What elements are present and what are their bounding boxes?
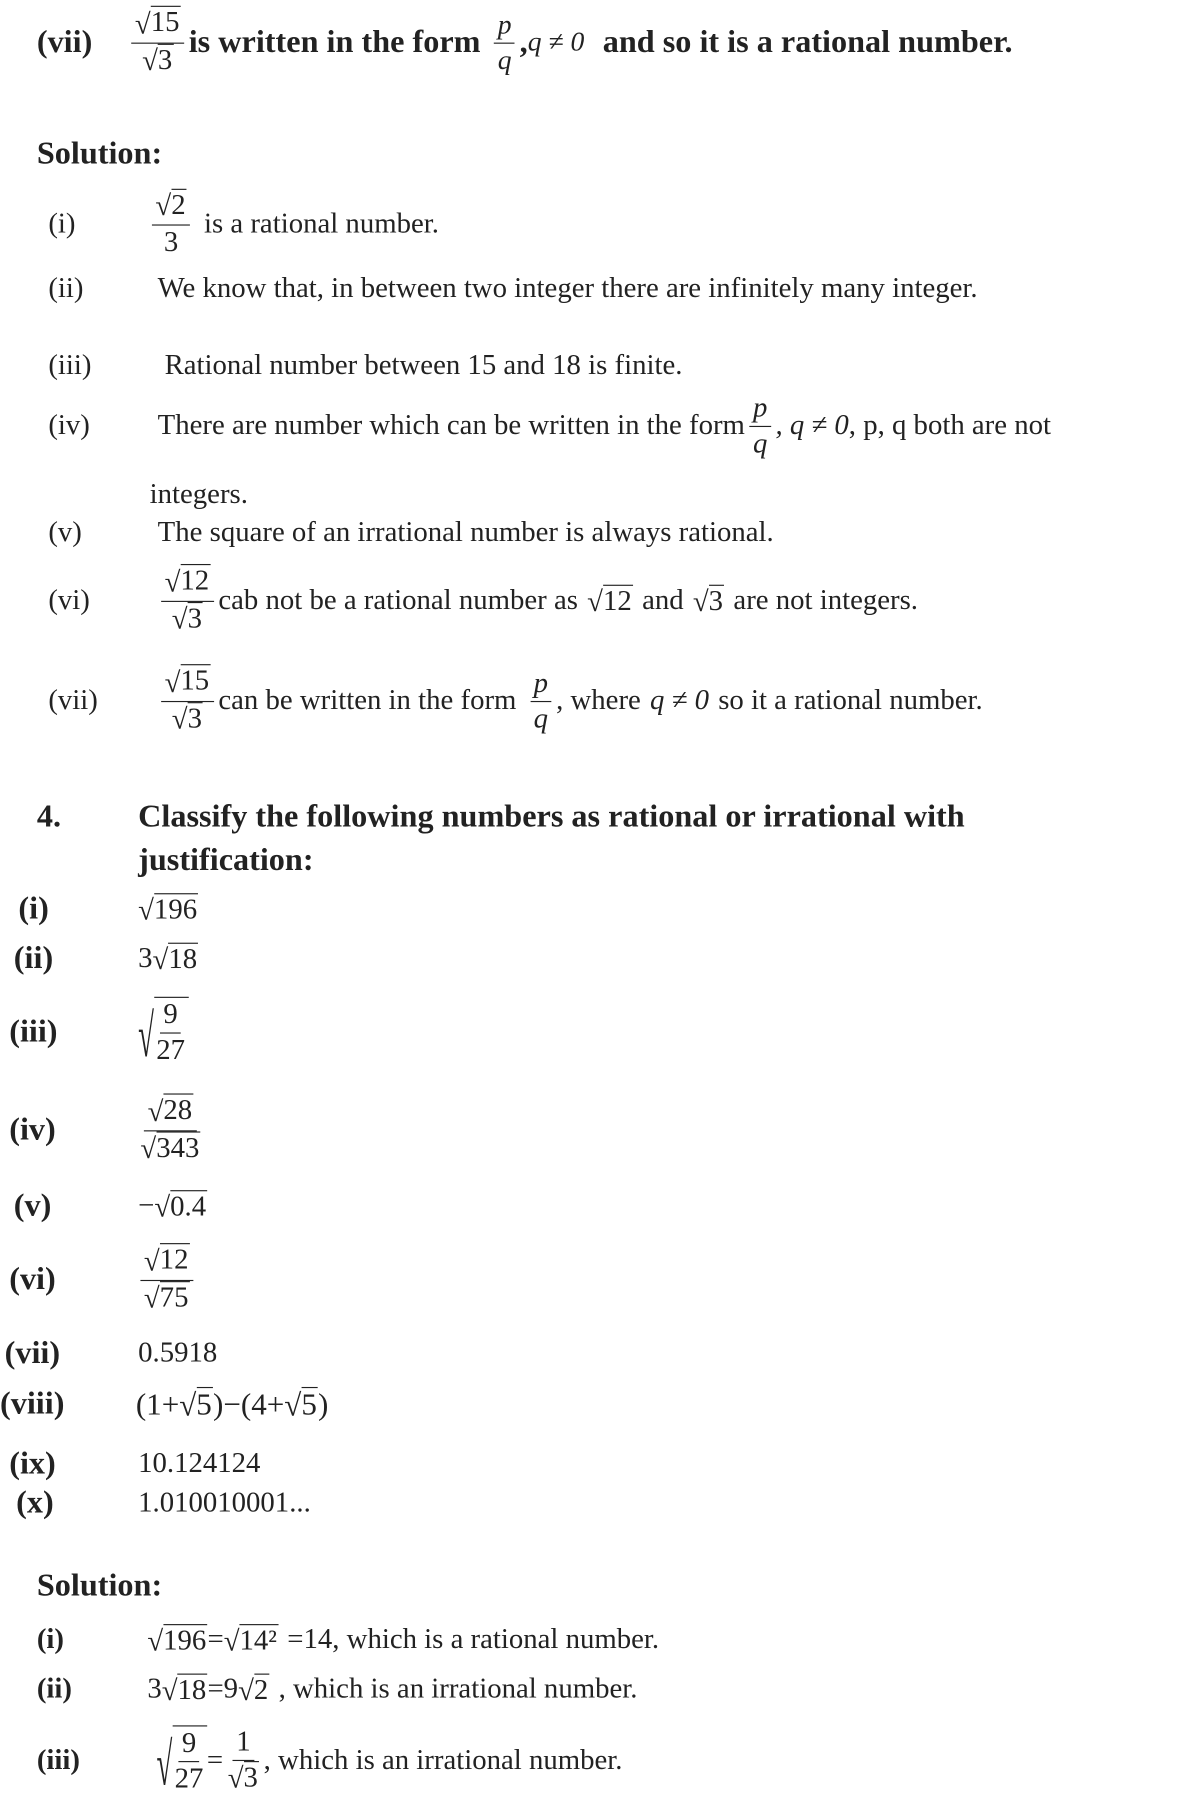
solution-vi	[157, 565, 918, 634]
fraction: √ 15 √ 3	[161, 664, 214, 738]
radicand: √ 3	[157, 44, 173, 76]
q4-item-i: √ 196	[138, 889, 198, 930]
solution-v: The square of an irrational number is always rational.	[157, 516, 774, 548]
item-label: (iii)	[36, 1744, 80, 1776]
solution-heading: Solution:	[36, 135, 163, 172]
text: cab not be a rational number as	[218, 584, 578, 616]
text: , p, q both are not	[848, 409, 1052, 441]
item-label: (i)	[48, 208, 76, 240]
item-label: (viii)	[0, 1385, 65, 1422]
fraction	[131, 6, 184, 80]
condition: , q ≠ 0	[775, 409, 849, 441]
item-label: (vii)	[48, 684, 98, 716]
item-label: (iv)	[9, 1111, 56, 1148]
item-label: (vii)	[36, 24, 93, 60]
text: and	[642, 584, 684, 616]
text: and so it is a rational number.	[602, 24, 1013, 60]
text: are not integers.	[733, 584, 918, 616]
item-label: (v)	[13, 1187, 52, 1224]
q4-item-vi: √ 12 √ 75	[136, 1259, 198, 1300]
radicand: √ 15	[150, 6, 180, 38]
text: can be written in the form	[218, 684, 517, 716]
fraction: √ $\frac{2}{3}$	[152, 188, 190, 260]
question-vii	[36, 6, 1013, 76]
q4-item-vii: 0.5918	[138, 1337, 218, 1369]
question-text-continued: justification:	[138, 842, 314, 879]
q4-item-ii: 3 √ 18	[138, 938, 198, 979]
q4-item-viii: (1+ √ 5 )−(4+ √ 5 )	[136, 1384, 329, 1425]
solution-heading: Solution:	[36, 1567, 163, 1604]
solution2-ii: 3 √ 18 =9 √ 2 , which is an irrational number.	[147, 1669, 637, 1710]
item-label: (vi)	[48, 584, 90, 616]
item-label: (vi)	[9, 1261, 56, 1298]
sqrt: √ 3	[693, 584, 724, 617]
item-label: (ix)	[9, 1445, 56, 1482]
q4-item-iii: √ $\frac{9}{27}$	[138, 1012, 188, 1053]
item-label: (i)	[18, 890, 49, 927]
solution2-i: √ 196 = √ 14² =14 , which is a rational number.	[147, 1619, 659, 1660]
condition: q ≠ 0	[527, 27, 585, 58]
q4-item-ix: 10.124124	[138, 1447, 261, 1480]
question-text: Classify the following numbers as rational or irrational with	[138, 798, 965, 835]
solution2-iii: √ $\frac{9}{27}$ = 1 √ 3 , which is an irrational number.	[157, 1740, 623, 1781]
item-label: (ii)	[36, 1673, 72, 1705]
q4-item-iv: √ 28 √ 343	[136, 1110, 205, 1151]
item-label: (iii)	[48, 349, 92, 381]
sqrt: √ 12	[587, 584, 633, 617]
item-label: (iii)	[9, 1014, 58, 1050]
text: so it a rational number.	[718, 684, 983, 716]
solution-i	[147, 189, 439, 259]
text: , where	[556, 684, 641, 716]
question-number: 4.	[36, 798, 62, 835]
item-label: (vii)	[4, 1335, 61, 1371]
text: is a rational number.	[203, 208, 439, 240]
solution-iv	[157, 391, 1052, 459]
item-label: (iv)	[48, 409, 90, 441]
item-label: (ii)	[48, 272, 84, 304]
item-label: (x)	[16, 1484, 54, 1521]
item-label: (i)	[36, 1624, 65, 1656]
solution-iv-continued: integers.	[149, 478, 248, 510]
fraction: √ 12 √ 3	[161, 564, 214, 638]
condition: q ≠ 0	[650, 684, 709, 716]
q4-item-v: − √ 0.4	[138, 1186, 207, 1227]
solution-vii	[157, 665, 983, 734]
q4-item-x: 1.010010001...	[138, 1487, 311, 1519]
item-label: (ii)	[13, 940, 54, 977]
fraction-p-q: $\frac{p}{q}$	[530, 666, 551, 736]
text: is written in the form	[188, 24, 481, 60]
solution-iii: Rational number between 15 and 18 is finite.	[164, 349, 683, 381]
text: There are number which can be written in the form	[157, 409, 745, 441]
fraction-p-q: $\frac{p}{q}$	[750, 391, 771, 461]
text: ,	[519, 24, 528, 60]
solution-ii: We know that, in between two integer there are infinitely many integer.	[157, 272, 978, 304]
fraction-p-q: $\frac{p}{q}$	[494, 7, 515, 77]
item-label: (v)	[48, 516, 82, 548]
